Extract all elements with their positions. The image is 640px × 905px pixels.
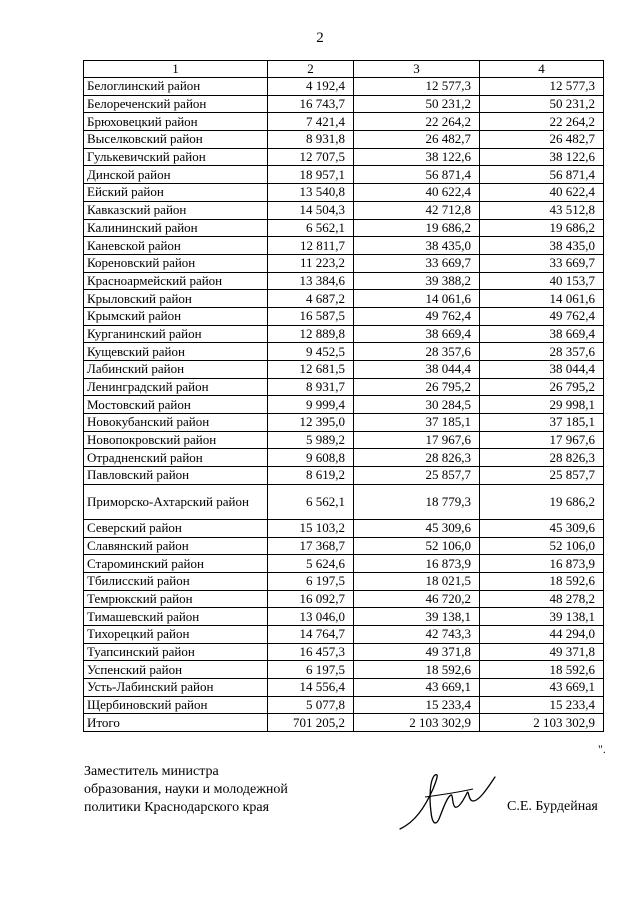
district-name-cell: Гулькевичский район: [84, 148, 268, 166]
district-name-cell: Крыловский район: [84, 290, 268, 308]
value-cell-col-2: 6 562,1: [268, 219, 354, 237]
value-cell-col-2: 15 103,2: [268, 519, 354, 537]
value-cell-col-3: 18 592,6: [354, 661, 480, 679]
value-cell-col-4: 18 592,6: [480, 661, 604, 679]
value-cell-col-3: 22 264,2: [354, 113, 480, 131]
table-row: [84, 484, 604, 519]
value-cell-col-2: 12 707,5: [268, 148, 354, 166]
table-row: [84, 95, 604, 113]
table-row: [84, 414, 604, 432]
value-cell-col-3: 45 309,6: [354, 519, 480, 537]
value-cell-col-3: 30 284,5: [354, 396, 480, 414]
value-cell-col-4: 18 592,6: [480, 572, 604, 590]
value-cell-col-4: 38 669,4: [480, 325, 604, 343]
value-cell-col-3: 43 669,1: [354, 679, 480, 697]
value-cell-col-4: 49 371,8: [480, 643, 604, 661]
value-cell-col-3: 56 871,4: [354, 166, 480, 184]
table-row: [84, 625, 604, 643]
district-name-cell: Приморско-Ахтарский район: [84, 484, 268, 519]
value-cell-col-3: 26 482,7: [354, 131, 480, 149]
table-row: [84, 661, 604, 679]
value-cell-col-4: 2 103 302,9: [480, 714, 604, 732]
value-cell-col-4: 48 278,2: [480, 590, 604, 608]
value-cell-col-4: 39 138,1: [480, 608, 604, 626]
value-cell-col-3: 26 795,2: [354, 378, 480, 396]
value-cell-col-4: 38 435,0: [480, 237, 604, 255]
value-cell-col-4: 12 577,3: [480, 78, 604, 96]
value-cell-col-2: 16 743,7: [268, 95, 354, 113]
value-cell-col-3: 12 577,3: [354, 78, 480, 96]
table-row: [84, 590, 604, 608]
value-cell-col-4: 38 044,4: [480, 361, 604, 379]
header-col-2: 2: [268, 61, 354, 78]
header-row: [84, 61, 604, 78]
value-cell-col-3: 16 873,9: [354, 555, 480, 573]
value-cell-col-4: 15 233,4: [480, 696, 604, 714]
value-cell-col-4: 40 153,7: [480, 272, 604, 290]
value-cell-col-3: 49 371,8: [354, 643, 480, 661]
signer-name: С.Е. Бурдейная: [507, 799, 598, 814]
value-cell-col-2: 11 223,2: [268, 254, 354, 272]
table-row: [84, 272, 604, 290]
district-name-cell: Усть-Лабинский район: [84, 679, 268, 697]
value-cell-col-2: 14 504,3: [268, 201, 354, 219]
district-name-cell: Ейский район: [84, 184, 268, 202]
district-name-cell: Калининский район: [84, 219, 268, 237]
value-cell-col-2: 16 587,5: [268, 307, 354, 325]
table-row: [84, 325, 604, 343]
district-name-cell: Северский район: [84, 519, 268, 537]
value-cell-col-3: 49 762,4: [354, 307, 480, 325]
value-cell-col-3: 37 185,1: [354, 414, 480, 432]
value-cell-col-4: 38 122,6: [480, 148, 604, 166]
value-cell-col-2: 8 931,7: [268, 378, 354, 396]
district-name-cell: Красноармейский район: [84, 272, 268, 290]
district-name-cell: Лабинский район: [84, 361, 268, 379]
value-cell-col-3: 38 044,4: [354, 361, 480, 379]
value-cell-col-3: 50 231,2: [354, 95, 480, 113]
value-cell-col-2: 9 608,8: [268, 449, 354, 467]
value-cell-col-4: 17 967,6: [480, 431, 604, 449]
value-cell-col-2: 14 764,7: [268, 625, 354, 643]
value-cell-col-2: 9 452,5: [268, 343, 354, 361]
district-name-cell: Староминский район: [84, 555, 268, 573]
value-cell-col-2: 16 092,7: [268, 590, 354, 608]
value-cell-col-4: 50 231,2: [480, 95, 604, 113]
district-name-cell: Курганинский район: [84, 325, 268, 343]
value-cell-col-3: 19 686,2: [354, 219, 480, 237]
value-cell-col-4: 43 512,8: [480, 201, 604, 219]
table-row: [84, 113, 604, 131]
table-row: [84, 201, 604, 219]
table-row: [84, 608, 604, 626]
value-cell-col-2: 16 457,3: [268, 643, 354, 661]
page-number: 2: [316, 30, 324, 46]
table-row: [84, 467, 604, 485]
table-body: [84, 78, 604, 732]
table-row: [84, 431, 604, 449]
value-cell-col-3: 38 435,0: [354, 237, 480, 255]
value-cell-col-4: 52 106,0: [480, 537, 604, 555]
district-name-cell: Крымский район: [84, 307, 268, 325]
table-row: [84, 166, 604, 184]
value-cell-col-3: 39 388,2: [354, 272, 480, 290]
value-cell-col-2: 18 957,1: [268, 166, 354, 184]
value-cell-col-2: 8 931,8: [268, 131, 354, 149]
value-cell-col-3: 52 106,0: [354, 537, 480, 555]
district-name-cell: Тимашевский район: [84, 608, 268, 626]
table-row: [84, 237, 604, 255]
value-cell-col-3: 38 122,6: [354, 148, 480, 166]
header-col-3: 3: [354, 61, 480, 78]
value-cell-col-3: 42 712,8: [354, 201, 480, 219]
district-name-cell: Щербиновский район: [84, 696, 268, 714]
table-row: [84, 396, 604, 414]
table-row: [84, 148, 604, 166]
district-name-cell: Тбилисский район: [84, 572, 268, 590]
table-row: [84, 290, 604, 308]
district-name-cell: Динской район: [84, 166, 268, 184]
closing-quote: ".: [598, 742, 606, 756]
table-row: [84, 361, 604, 379]
value-cell-col-3: 33 669,7: [354, 254, 480, 272]
value-cell-col-4: 22 264,2: [480, 113, 604, 131]
value-cell-col-4: 16 873,9: [480, 555, 604, 573]
value-cell-col-4: 37 185,1: [480, 414, 604, 432]
value-cell-col-2: 13 384,6: [268, 272, 354, 290]
value-cell-col-3: 17 967,6: [354, 431, 480, 449]
value-cell-col-2: 8 619,2: [268, 467, 354, 485]
value-cell-col-2: 5 989,2: [268, 431, 354, 449]
district-name-cell: Мостовский район: [84, 396, 268, 414]
table-row: [84, 679, 604, 697]
value-cell-col-2: 5 077,8: [268, 696, 354, 714]
table-row: [84, 572, 604, 590]
value-cell-col-4: 26 482,7: [480, 131, 604, 149]
value-cell-col-4: 49 762,4: [480, 307, 604, 325]
table-row: [84, 131, 604, 149]
value-cell-col-2: 12 811,7: [268, 237, 354, 255]
signer-position: [84, 763, 288, 817]
value-cell-col-3: 14 061,6: [354, 290, 480, 308]
table-row: [84, 643, 604, 661]
value-cell-col-3: 28 357,6: [354, 343, 480, 361]
value-cell-col-2: 4 687,2: [268, 290, 354, 308]
signer-position-line: политики Краснодарского края: [84, 800, 270, 815]
district-name-cell: Славянский район: [84, 537, 268, 555]
district-name-cell: Новокубанский район: [84, 414, 268, 432]
value-cell-col-4: 28 357,6: [480, 343, 604, 361]
table-row: [84, 307, 604, 325]
value-cell-col-2: 6 197,5: [268, 572, 354, 590]
table-row: [84, 537, 604, 555]
district-name-cell: Темрюкский район: [84, 590, 268, 608]
signer-position-line: Заместитель министра: [84, 764, 219, 779]
value-cell-col-2: 14 556,4: [268, 679, 354, 697]
value-cell-col-2: 7 421,4: [268, 113, 354, 131]
value-cell-col-2: 701 205,2: [268, 714, 354, 732]
value-cell-col-4: 44 294,0: [480, 625, 604, 643]
value-cell-col-2: 6 562,1: [268, 484, 354, 519]
table-row: [84, 696, 604, 714]
table-row: [84, 78, 604, 96]
value-cell-col-3: 28 826,3: [354, 449, 480, 467]
district-name-cell: Тихорецкий район: [84, 625, 268, 643]
handwritten-signature: [395, 767, 505, 837]
district-name-cell: Кущевский район: [84, 343, 268, 361]
district-name-cell: Новопокровский район: [84, 431, 268, 449]
value-cell-col-4: 14 061,6: [480, 290, 604, 308]
table-row: [84, 519, 604, 537]
value-cell-col-3: 46 720,2: [354, 590, 480, 608]
value-cell-col-2: 17 368,7: [268, 537, 354, 555]
value-cell-col-3: 18 779,3: [354, 484, 480, 519]
value-cell-col-2: 12 889,8: [268, 325, 354, 343]
value-cell-col-4: 28 826,3: [480, 449, 604, 467]
value-cell-col-3: 2 103 302,9: [354, 714, 480, 732]
value-cell-col-4: 19 686,2: [480, 484, 604, 519]
allocation-table: [83, 60, 604, 732]
table-row: [84, 555, 604, 573]
district-name-cell: Каневской район: [84, 237, 268, 255]
value-cell-col-3: 18 021,5: [354, 572, 480, 590]
value-cell-col-4: 33 669,7: [480, 254, 604, 272]
value-cell-col-3: 39 138,1: [354, 608, 480, 626]
district-name-cell: Павловский район: [84, 467, 268, 485]
value-cell-col-2: 5 624,6: [268, 555, 354, 573]
value-cell-col-4: 43 669,1: [480, 679, 604, 697]
table-row: [84, 714, 604, 732]
value-cell-col-4: 25 857,7: [480, 467, 604, 485]
header-col-4: 4: [480, 61, 604, 78]
signer-position-line: образования, науки и молодежной: [84, 782, 288, 797]
header-col-1: 1: [84, 61, 268, 78]
value-cell-col-2: 12 681,5: [268, 361, 354, 379]
table-row: [84, 343, 604, 361]
district-name-cell: Брюховецкий район: [84, 113, 268, 131]
value-cell-col-3: 15 233,4: [354, 696, 480, 714]
table-row: [84, 219, 604, 237]
district-name-cell: Кореновский район: [84, 254, 268, 272]
district-name-cell: Ленинградский район: [84, 378, 268, 396]
value-cell-col-3: 42 743,3: [354, 625, 480, 643]
district-name-cell: Отрадненский район: [84, 449, 268, 467]
district-name-cell: Выселковский район: [84, 131, 268, 149]
value-cell-col-2: 13 540,8: [268, 184, 354, 202]
table-header: [84, 61, 604, 78]
value-cell-col-4: 26 795,2: [480, 378, 604, 396]
value-cell-col-4: 56 871,4: [480, 166, 604, 184]
district-name-cell: Итого: [84, 714, 268, 732]
value-cell-col-2: 12 395,0: [268, 414, 354, 432]
value-cell-col-2: 13 046,0: [268, 608, 354, 626]
value-cell-col-4: 29 998,1: [480, 396, 604, 414]
value-cell-col-4: 19 686,2: [480, 219, 604, 237]
district-name-cell: Туапсинский район: [84, 643, 268, 661]
table-row: [84, 449, 604, 467]
value-cell-col-4: 45 309,6: [480, 519, 604, 537]
table-row: [84, 254, 604, 272]
district-name-cell: Успенский район: [84, 661, 268, 679]
district-name-cell: Кавказский район: [84, 201, 268, 219]
value-cell-col-3: 38 669,4: [354, 325, 480, 343]
district-name-cell: Белоглинский район: [84, 78, 268, 96]
value-cell-col-2: 9 999,4: [268, 396, 354, 414]
value-cell-col-2: 4 192,4: [268, 78, 354, 96]
value-cell-col-3: 40 622,4: [354, 184, 480, 202]
value-cell-col-3: 25 857,7: [354, 467, 480, 485]
district-name-cell: Белореченский район: [84, 95, 268, 113]
table-row: [84, 184, 604, 202]
value-cell-col-2: 6 197,5: [268, 661, 354, 679]
value-cell-col-4: 40 622,4: [480, 184, 604, 202]
table-row: [84, 378, 604, 396]
